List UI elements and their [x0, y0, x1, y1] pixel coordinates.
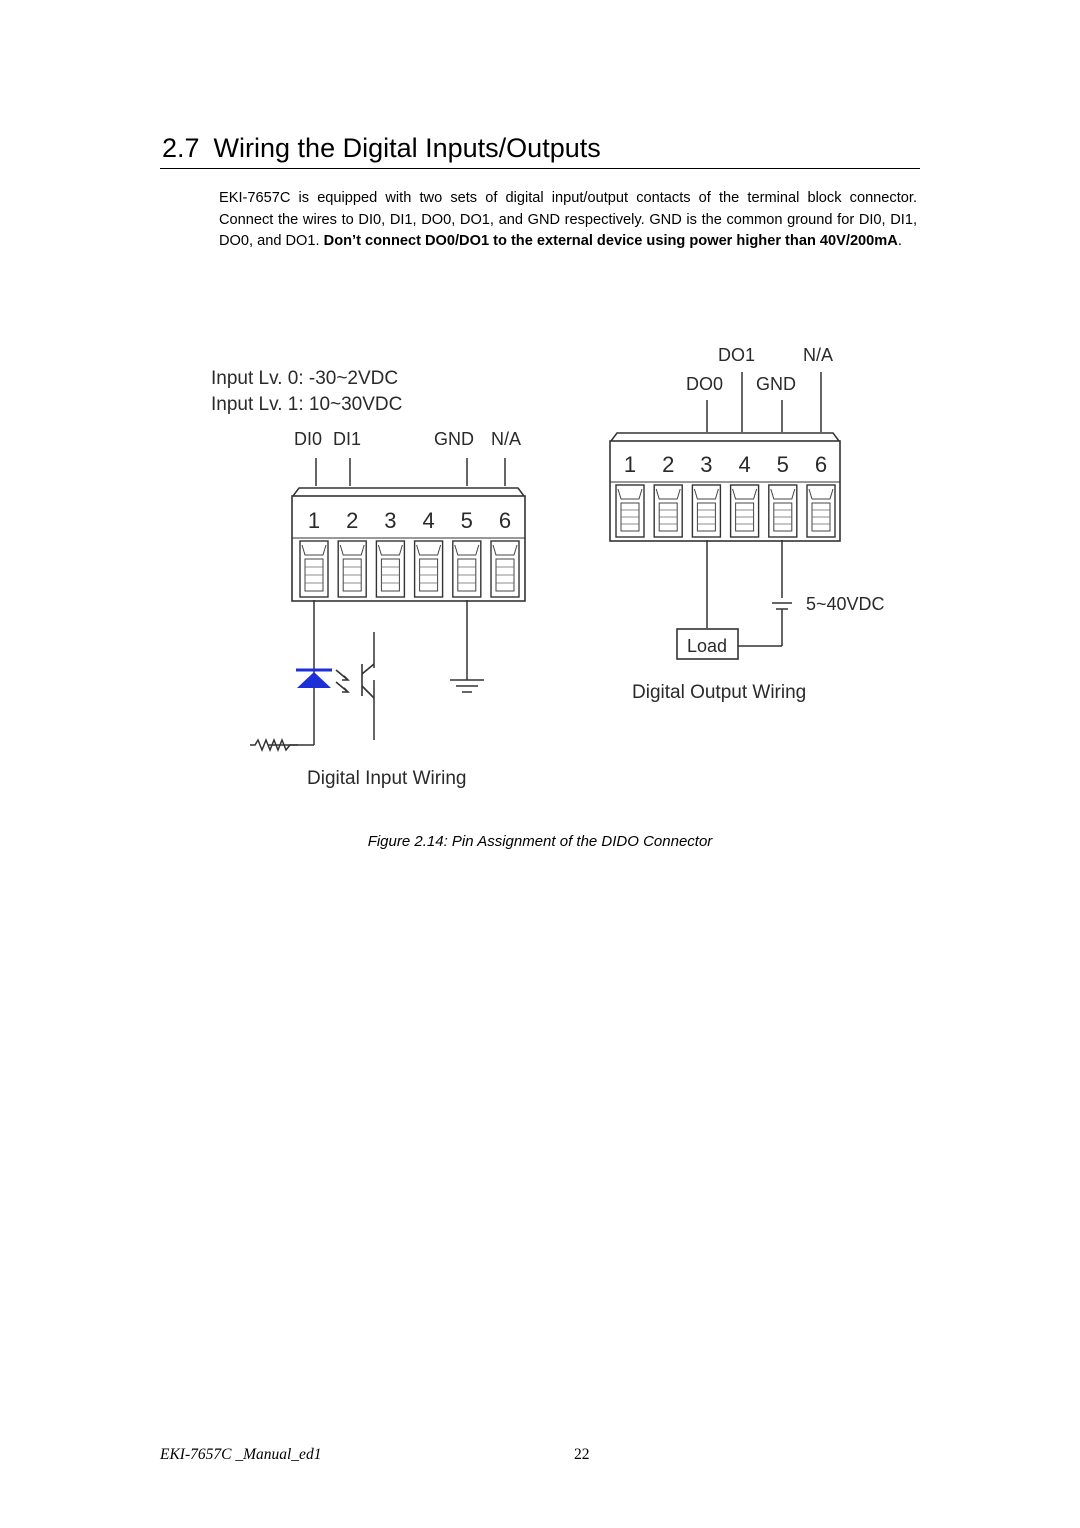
input-contact-5 [453, 541, 481, 597]
pin-label-do0: DO0 [686, 374, 724, 394]
led-icon [296, 670, 332, 688]
pin-label-gnd: GND [434, 429, 474, 449]
output-contact-1 [616, 485, 644, 537]
input-pin-2: 2 [346, 508, 359, 533]
input-wiring-caption: Digital Input Wiring [307, 768, 467, 789]
output-pin-4: 4 [738, 452, 751, 477]
input-contact-2 [338, 541, 366, 597]
pin-label-do1: DO1 [718, 345, 756, 365]
input-pin-4: 4 [422, 508, 435, 533]
footer-manual-name: EKI-7657C _Manual_ed1 [160, 1446, 322, 1463]
digital-input-diagram [211, 368, 525, 789]
input-pin-1: 1 [307, 508, 321, 533]
footer-page-number: 22 [574, 1446, 590, 1463]
input-contact-4 [415, 541, 443, 597]
output-contact-5 [769, 485, 797, 537]
pin-label-di1: DI1 [333, 429, 362, 449]
output-terminal-block [610, 433, 840, 541]
section-number: 2.7 [162, 133, 200, 163]
output-pin-6: 6 [814, 452, 828, 477]
input-pin-5: 5 [460, 508, 473, 533]
pin-label-na: N/A [491, 429, 522, 449]
input-level1-label: Input Lv. 1: 10~30VDC [211, 394, 403, 415]
input-pin-3: 3 [384, 508, 397, 533]
load-label: Load [686, 636, 728, 656]
output-contact-3 [692, 485, 720, 537]
figure-caption: Figure 2.14: Pin Assignment of the DIDO Connector [367, 833, 713, 850]
pin-label-gnd-out: GND [756, 374, 796, 394]
intro-text: EKI-7657C is equipped with two sets of digital input/output contacts of the terminal block connector. Connect the wires to DI0, DI1, DO0, DO1, and GND respectively. GND is the common ground for DI0, DI1, DO0, and DO1. [219, 190, 917, 250]
supply-voltage-label: 5~40VDC [806, 594, 885, 614]
input-contact-3 [376, 541, 404, 597]
intro-end: . [897, 233, 902, 250]
output-contact-2 [654, 485, 682, 537]
input-contact-6 [491, 541, 519, 597]
input-level0-label: Input Lv. 0: -30~2VDC [211, 368, 399, 389]
input-pin-6: 6 [498, 508, 512, 533]
input-terminal-block [292, 488, 525, 601]
output-pin-1: 1 [623, 452, 637, 477]
output-contact-4 [731, 485, 759, 537]
output-pin-3: 3 [700, 452, 713, 477]
pin-label-di0: DI0 [294, 429, 323, 449]
section-title: Wiring the Digital Inputs/Outputs [213, 133, 601, 163]
power-warning: Don’t connect DO0/DO1 to the external device using power higher than 40V/200mA [323, 233, 898, 250]
digital-output-diagram [610, 345, 885, 703]
pin-label-na-out: N/A [803, 345, 834, 365]
output-wiring-caption: Digital Output Wiring [632, 682, 807, 703]
output-pin-2: 2 [662, 452, 675, 477]
input-contact-1 [300, 541, 328, 597]
output-pin-5: 5 [776, 452, 789, 477]
output-contact-6 [807, 485, 835, 537]
